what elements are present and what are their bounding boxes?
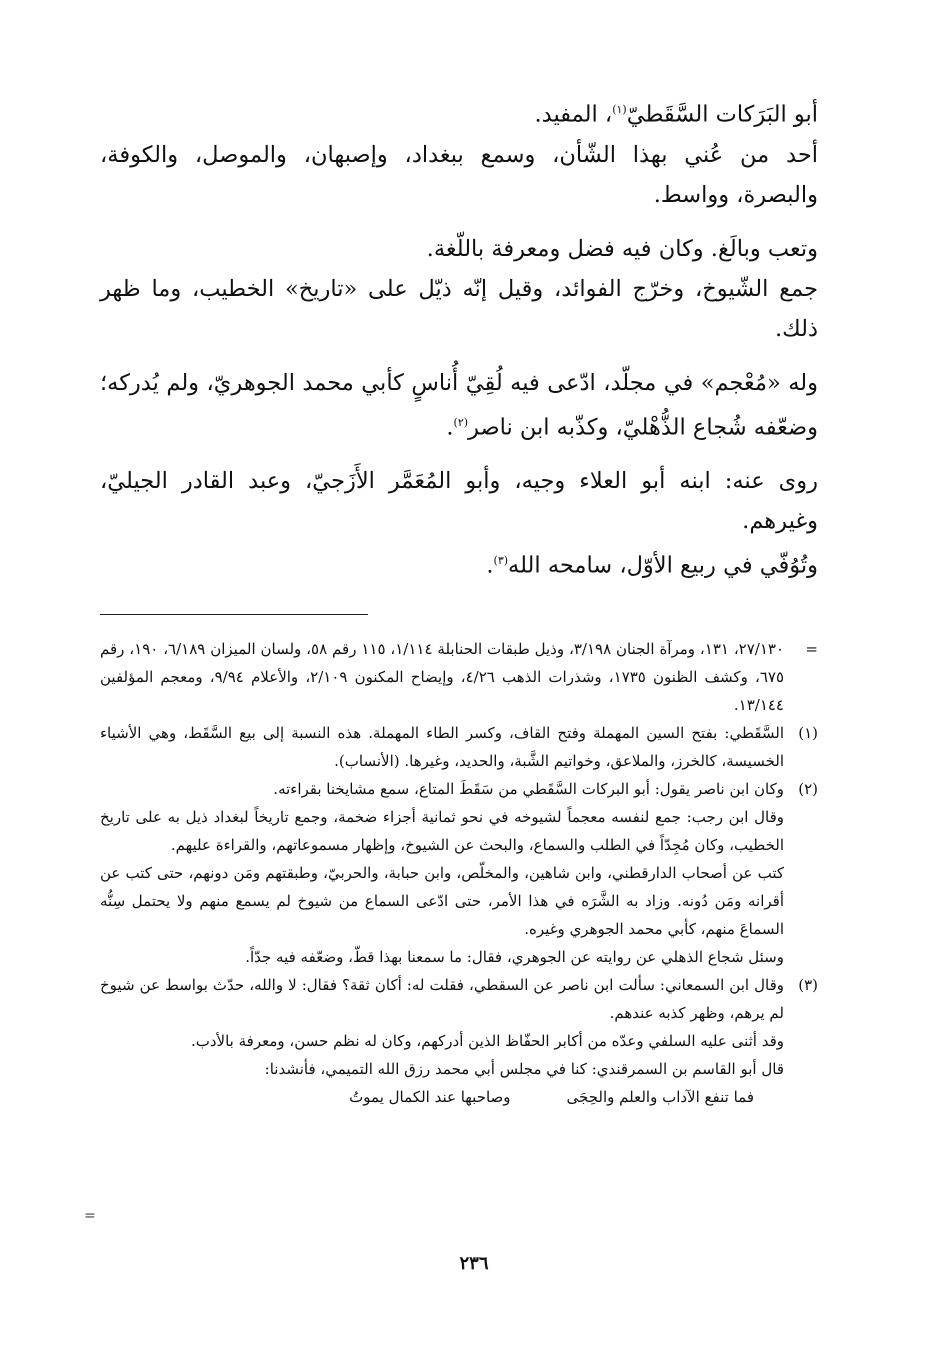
footnote-text: ٢٧/١٣٠، ١٣١، ومرآة الجنان ٣/١٩٨، وذيل طبقات الحنابلة ١/١١٤، ١١٥ رقم ٥٨، ولسان الميزان ٦/١٨٩، ١٩٠، رقم ٦٧٥، وكشف الظنون ١٧٣٥، وشذرات الذهب ٤/٢٦، وإيضاح المكنون ٢/١٠٩، والأعلام ٩/٩٤، ومعجم المؤلفين ١٣/١٤٤.: [100, 639, 785, 714]
paragraph: [100, 363, 818, 448]
paragraph: جمع الشّيوخ، وخرّج الفوائد، وقيل إنّه ذيّل على «تاريخ» الخطيب، وما ظهر ذلك.: [100, 275, 818, 342]
footnote-text: وقال ابن السمعاني: سألت ابن ناصر عن السقطي، فقلت له: أكان ثقة؟ فقال: لا والله، حدّث بواسط عن شيوخ لم يرهم، وظهر كذبه عندهم.: [100, 975, 784, 1022]
text: أبو البَرَكات السَّقَطيّ: [626, 101, 818, 128]
footnote-number: (٣): [798, 975, 818, 994]
footnote-text: السَّقَطي: بفتح السين المهملة وفتح القاف، وكسر الطاء المهملة. هذه النسبة إلى بيع السَّقَط، وهي الأشياء الخسيسة، كالخرز، والملاعق، وخواتيم الشَّبة، والحديد، وغيرها. (الأنساب).: [100, 723, 784, 770]
footnote-body: [100, 971, 784, 1111]
footnote-body: [100, 775, 784, 971]
footnote-continuation: [100, 635, 818, 719]
verse: [100, 1083, 784, 1111]
footnote-ref[interactable]: (٢): [453, 415, 469, 429]
footnote-2: [100, 775, 818, 971]
text: .: [446, 414, 454, 440]
footnote-number: (١): [798, 723, 818, 742]
text: .: [486, 552, 494, 579]
footnote-text: قال أبو القاسم بن السمرقندي: كنا في مجلس أبي محمد رزق الله التميمي، فأنشدنا:: [264, 1059, 784, 1078]
footnotes: [100, 635, 818, 1111]
footnote-text: وسئل شجاع الذهلي عن روايته عن الجوهري، فقال: ما سمعنا بهذا قطّ، وضعّفه فيه جدّاً.: [245, 947, 784, 966]
main-text: [100, 90, 818, 586]
paragraph: أحد من عُني بهذا الشّأن، وسمع ببغداد، وإصبهان، والموصل، والكوفة، والبصرة، وواسط.: [100, 141, 818, 208]
text: ، المفيد.: [534, 101, 613, 128]
continuation-mark: =: [805, 639, 818, 658]
footnote-1: [100, 719, 818, 775]
continuation-mark-end: =: [84, 1208, 96, 1224]
footnote-text: وقال ابن رجب: جمع لنفسه معجماً لشيوخه في نحو ثمانية أجزاء ضخمة، وجمع تاريخاً لبغداد ذيل به على تاريخ الخطيب، وكان مُجِدّاً في الطلب والسماع، والبحث عن الشيوخ، وإظهار مسموعاتهم، والقراءة عليهم.: [100, 807, 784, 854]
paragraph: [100, 541, 818, 586]
verse-first-hemistich: فما تنفع الآداب والعلم والحِجَى: [566, 1087, 754, 1106]
footnote-3: [100, 971, 818, 1111]
text: وله «مُعْجم» في مجلّد، ادّعى فيه لُقِيّ أُناسٍ كأبي محمد الجوهريّ، ولم يُدركه؛ وضعّفه شُجاع الذُّهْليّ، وكذّبه ابن ناصر: [100, 369, 818, 440]
verse-second-hemistich: وصاحبها عند الكمال يموتُ: [349, 1087, 511, 1106]
paragraph: [100, 90, 818, 135]
footnote-text: كتب عن أصحاب الدارقطني، وابن شاهين، والمخلّص، وابن حبابة، والحربيّ، وطبقتهم ومَن دونهم، حتى كتب عن أقرانه ومَن دُونه. وزاد به الشَّرَه في هذا الأمر، حتى ادّعى السماع من شيوخ لم يسمع منهم ولا يحتمل سِنُّه السماعَ منهم، كأبي محمد الجوهري وغيره.: [100, 863, 784, 938]
footnote-divider: [100, 614, 368, 615]
page-content: [100, 90, 818, 1111]
text: وتُوُفّي في ربيع الأوّل، سامحه الله: [508, 552, 818, 579]
footnote-text: وكان ابن ناصر يقول: أبو البركات السَّقَطي من سَقَطَ المتاع، سمع مشايخنا بقراءته.: [273, 779, 784, 798]
page-number: ٢٣٦: [459, 1253, 489, 1274]
paragraph: روى عنه: ابنه أبو العلاء وجيه، وأبو المُعَمَّر الأَزَجيّ، وعبد القادر الجيليّ، وغيرهم.: [100, 468, 818, 534]
footnote-ref[interactable]: (١): [612, 103, 627, 116]
footnote-text: وقد أثنى عليه السلفي وعدّه من أكابر الحفّاظ الذين أدركهم، وكان له نظم حسن، ومعرفة بالأدب.: [190, 1031, 784, 1050]
footnote-number: (٢): [798, 779, 818, 798]
footnote-ref[interactable]: (٣): [493, 554, 509, 567]
paragraph: وتعب وبالَغ. وكان فيه فضل ومعرفة باللّغة.: [426, 235, 818, 262]
